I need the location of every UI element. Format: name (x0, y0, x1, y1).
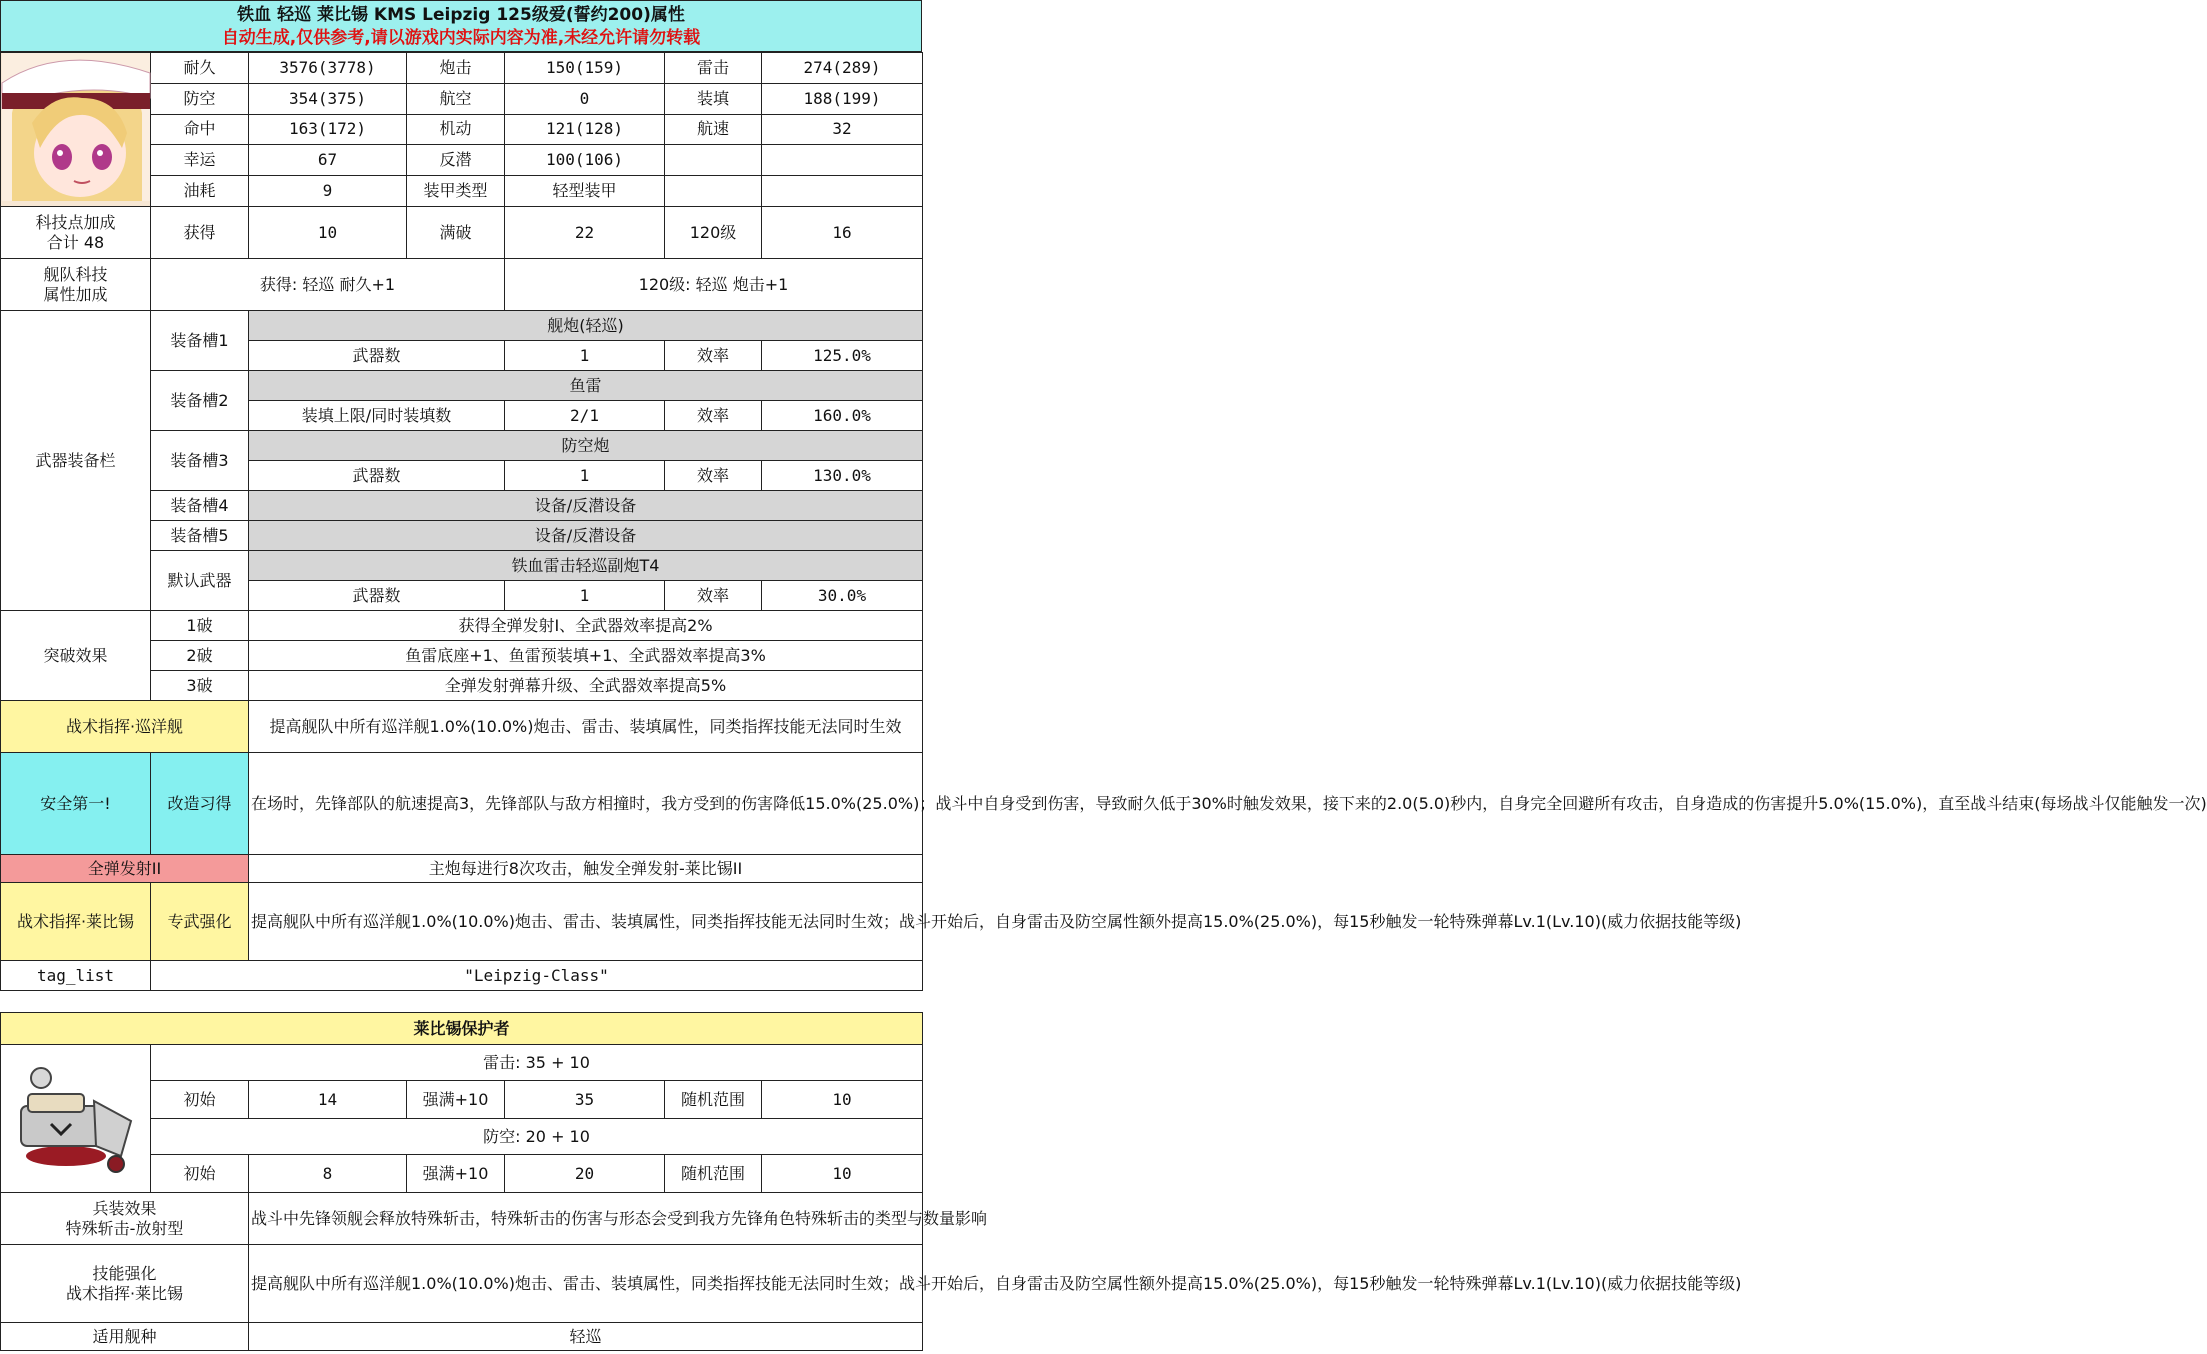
gear-table (0, 1012, 1742, 1351)
slot-name: 装备槽3 (151, 431, 249, 491)
slot-eff-value: 160.0% (762, 401, 923, 431)
stat-label: 耐久 (151, 53, 249, 84)
stat-label: 雷击 (665, 53, 762, 84)
tech-cell: 22 (505, 207, 665, 259)
gear-cell: 随机范围 (665, 1081, 762, 1119)
slot-eff-label: 效率 (665, 581, 762, 611)
stat-value: 轻型装甲 (505, 176, 665, 207)
gear-icon-cell (1, 1045, 151, 1193)
limit-break-label: 突破效果 (1, 611, 151, 701)
slot-type: 舰炮(轻巡) (249, 311, 923, 341)
slot-value: 1 (505, 581, 665, 611)
skill-name: 全弹发射II (1, 855, 249, 883)
skills-table (0, 700, 2207, 1013)
tech-cell: 16 (762, 207, 923, 259)
stat-value (762, 176, 923, 207)
header (0, 0, 922, 52)
limit-break-level: 2破 (151, 641, 249, 671)
slot-value: 1 (505, 461, 665, 491)
slot-value: 2/1 (505, 401, 665, 431)
skill-desc: 主炮每进行8次攻击，触发全弹发射-莱比锡II (249, 855, 923, 883)
stat-label: 炮击 (407, 53, 505, 84)
slot-eff-value: 125.0% (762, 341, 923, 371)
slot-key: 武器数 (249, 341, 505, 371)
tech-points-label: 科技点加成 合计 48 (1, 207, 151, 259)
slot-type: 设备/反潜设备 (249, 491, 923, 521)
gear-effect-label: 兵装效果 特殊斩击-放射型 (1, 1193, 249, 1245)
stat-label: 装填 (665, 83, 762, 114)
stat-label: 幸运 (151, 145, 249, 176)
gear-torp-title: 雷击: 35 + 10 (151, 1045, 923, 1081)
tag-list-value: "Leipzig-Class" (151, 961, 923, 991)
slot-eff-label: 效率 (665, 341, 762, 371)
slot-eff-label: 效率 (665, 461, 762, 491)
stat-label: 油耗 (151, 176, 249, 207)
slot-eff-value: 30.0% (762, 581, 923, 611)
gear-cell: 强满+10 (407, 1155, 505, 1193)
fleet-tech-lv120: 120级: 轻巡 炮击+1 (505, 259, 923, 311)
gear-skill-label: 技能强化 战术指挥·莱比锡 (1, 1245, 249, 1323)
slot-type: 防空炮 (249, 431, 923, 461)
slot-key: 武器数 (249, 581, 505, 611)
gear-ship-value: 轻巡 (249, 1323, 923, 1351)
limit-break-level: 1破 (151, 611, 249, 641)
stat-value: 274(289) (762, 53, 923, 84)
stat-value: 32 (762, 114, 923, 145)
stat-label: 命中 (151, 114, 249, 145)
stat-label: 反潜 (407, 145, 505, 176)
stat-value (762, 145, 923, 176)
stat-value: 354(375) (249, 83, 407, 114)
gear-effect-desc: 战斗中先锋领舰会释放特殊斩击，特殊斩击的伤害与形态会受到我方先锋角色特殊斩击的类型与数量影响 (249, 1193, 923, 1245)
slot-type: 鱼雷 (249, 371, 923, 401)
stat-label (665, 145, 762, 176)
stat-label: 航空 (407, 83, 505, 114)
gear-aa-title: 防空: 20 + 10 (151, 1119, 923, 1155)
portrait-cell (1, 53, 151, 207)
stat-label: 机动 (407, 114, 505, 145)
weapons-table (0, 310, 923, 701)
gear-cell: 10 (762, 1081, 923, 1119)
stat-value: 67 (249, 145, 407, 176)
gear-skill-desc: 提高舰队中所有巡洋舰1.0%(10.0%)炮击、雷击、装填属性，同类指挥技能无法同时生效；战斗开始后，自身雷击及防空属性额外提高15.0%(25.0%)，每15秒触发一轮特殊弹幕Lv.1(Lv.10)(威力依据技能等级) (249, 1245, 923, 1323)
tech-cell: 满破 (407, 207, 505, 259)
gear-ship-label: 适用舰种 (1, 1323, 249, 1351)
gear-cell: 10 (762, 1155, 923, 1193)
fleet-tech-label: 舰队科技 属性加成 (1, 259, 151, 311)
skill-desc: 在场时，先锋部队的航速提高3，先锋部队与敌方相撞时，我方受到的伤害降低15.0%(25.0%)；战斗中自身受到伤害，导致耐久低于30%时触发效果，接下来的2.0(5.0)秒内，自身完全回避所有攻击，自身造成的伤害提升5.0%(15.0%)，直至战斗结束(每场战斗仅能触发一次) (249, 753, 923, 855)
slot-name: 装备槽2 (151, 371, 249, 431)
gear-title: 莱比锡保护者 (1, 1013, 923, 1045)
stats-table (0, 52, 923, 311)
stat-label (665, 176, 762, 207)
gear-item-icon (6, 1046, 146, 1186)
gear-cell: 随机范围 (665, 1155, 762, 1193)
slot-key: 武器数 (249, 461, 505, 491)
gear-cell: 强满+10 (407, 1081, 505, 1119)
stat-label: 航速 (665, 114, 762, 145)
slot-name: 装备槽4 (151, 491, 249, 521)
stat-value: 3576(3778) (249, 53, 407, 84)
tech-cell: 120级 (665, 207, 762, 259)
skill-name: 战术指挥·莱比锡 (1, 883, 151, 961)
skill-name: 战术指挥·巡洋舰 (1, 701, 249, 753)
gear-cell: 14 (249, 1081, 407, 1119)
ship-portrait-icon (2, 53, 150, 201)
skill-tag: 改造习得 (151, 753, 249, 855)
limit-break-level: 3破 (151, 671, 249, 701)
stat-value: 9 (249, 176, 407, 207)
slot-type: 铁血雷击轻巡副炮T4 (249, 551, 923, 581)
limit-break-effect: 获得全弹发射I、全武器效率提高2% (249, 611, 923, 641)
gear-cell: 35 (505, 1081, 665, 1119)
gear-cell: 初始 (151, 1081, 249, 1119)
slot-type: 设备/反潜设备 (249, 521, 923, 551)
weapons-section-label: 武器装备栏 (1, 311, 151, 611)
gear-cell: 20 (505, 1155, 665, 1193)
slot-eff-label: 效率 (665, 401, 762, 431)
skill-name: 安全第一! (1, 753, 151, 855)
page-title: 铁血 轻巡 莱比锡 KMS Leipzig 125级爱(誓约200)属性 (237, 5, 685, 25)
slot-name: 装备槽1 (151, 311, 249, 371)
tech-cell: 10 (249, 207, 407, 259)
skill-tag: 专武强化 (151, 883, 249, 961)
spacer-row (1, 991, 923, 1013)
slot-name: 默认武器 (151, 551, 249, 611)
stat-value: 163(172) (249, 114, 407, 145)
fleet-tech-obtain: 获得: 轻巡 耐久+1 (151, 259, 505, 311)
tech-cell: 获得 (151, 207, 249, 259)
slot-value: 1 (505, 341, 665, 371)
slot-name: 装备槽5 (151, 521, 249, 551)
stat-value: 121(128) (505, 114, 665, 145)
gear-cell: 初始 (151, 1155, 249, 1193)
slot-eff-value: 130.0% (762, 461, 923, 491)
notice-text: 自动生成,仅供参考,请以游戏内实际内容为准,未经允许请勿转载 (221, 28, 701, 48)
slot-key: 装填上限/同时装填数 (249, 401, 505, 431)
stat-value: 100(106) (505, 145, 665, 176)
stat-value: 150(159) (505, 53, 665, 84)
tag-list-label: tag_list (1, 961, 151, 991)
skill-desc: 提高舰队中所有巡洋舰1.0%(10.0%)炮击、雷击、装填属性，同类指挥技能无法同时生效 (249, 701, 923, 753)
limit-break-effect: 全弹发射弹幕升级、全武器效率提高5% (249, 671, 923, 701)
skill-desc: 提高舰队中所有巡洋舰1.0%(10.0%)炮击、雷击、装填属性，同类指挥技能无法同时生效；战斗开始后，自身雷击及防空属性额外提高15.0%(25.0%)，每15秒触发一轮特殊弹幕Lv.1(Lv.10)(威力依据技能等级) (249, 883, 923, 961)
gear-cell: 8 (249, 1155, 407, 1193)
stat-value: 0 (505, 83, 665, 114)
limit-break-effect: 鱼雷底座+1、鱼雷预装填+1、全武器效率提高3% (249, 641, 923, 671)
stat-label: 装甲类型 (407, 176, 505, 207)
stat-label: 防空 (151, 83, 249, 114)
stat-value: 188(199) (762, 83, 923, 114)
